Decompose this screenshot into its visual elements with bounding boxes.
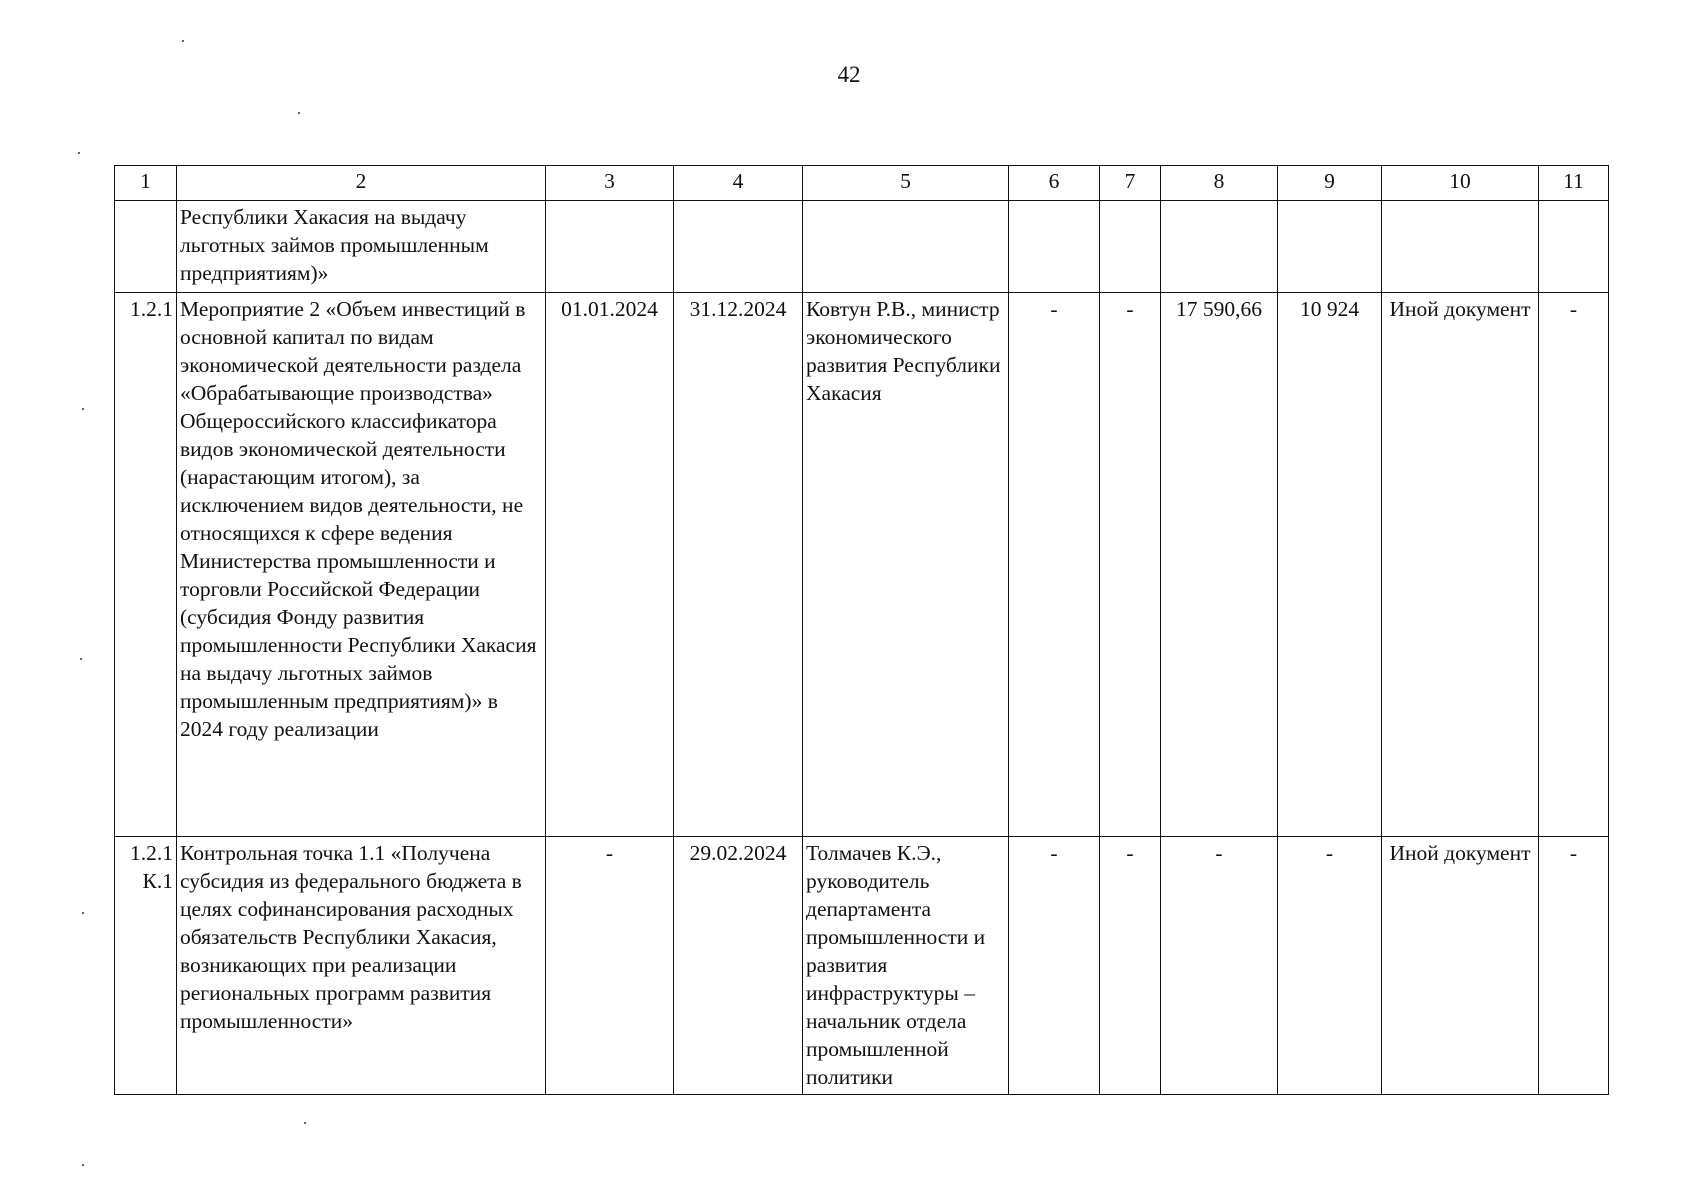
row-code: 1.2.1 К.1 (115, 837, 177, 1095)
scan-speck (78, 152, 80, 154)
end-date (674, 201, 803, 293)
end-date: 31.12.2024 (674, 293, 803, 837)
table-row (115, 293, 1609, 837)
page-number: 42 (837, 62, 861, 87)
row-code (115, 201, 177, 293)
cell-col-7: - (1100, 293, 1161, 837)
table-row (115, 837, 1609, 1095)
activity-description: Контрольная точка 1.1 «Получена субсидия из федерального бюджета в целях софинансирования расходных обязательств Республики Хакасия, возникающих при реализации региональных программ развития промышленности» (177, 837, 546, 1095)
cell-col-6: - (1009, 293, 1100, 837)
document-type: Иной документ (1382, 293, 1539, 837)
cell-col-7: - (1100, 837, 1161, 1095)
cell-col-8: 17 590,66 (1161, 293, 1278, 837)
activity-plan-table (114, 165, 1609, 1095)
table-row (115, 201, 1609, 293)
activity-description: Республики Хакасия на выдачу льготных займов промышленным предприятиям)» (177, 201, 546, 293)
scan-speck (82, 1164, 84, 1166)
cell-col-6: - (1009, 837, 1100, 1095)
column-number: 1 (115, 166, 177, 201)
column-number: 7 (1100, 166, 1161, 201)
cell-col-11: - (1539, 293, 1609, 837)
cell-col-7 (1100, 201, 1161, 293)
column-number-row (115, 166, 1609, 201)
start-date: 01.01.2024 (546, 293, 674, 837)
scan-speck (182, 40, 184, 42)
scan-speck (298, 112, 300, 114)
activity-description: Мероприятие 2 «Объем инвестиций в основной капитал по видам экономической деятельности раздела «Обрабатывающие производства» Общероссийского классификатора видов экономической деятельности (нарастающим итогом), за исключением видов деятельности, не относящихся к сфере ведения Министерства промышленности и торговли Российской Федерации (субсидия Фонду развития промышленности Республики Хакасия на выдачу льготных займов промышленным предприятиям)» в 2024 году реализации (177, 293, 546, 837)
cell-col-8: - (1161, 837, 1278, 1095)
column-number: 10 (1382, 166, 1539, 201)
cell-col-11: - (1539, 837, 1609, 1095)
column-number: 9 (1278, 166, 1382, 201)
column-number: 2 (177, 166, 546, 201)
document-type: Иной документ (1382, 837, 1539, 1095)
column-number: 3 (546, 166, 674, 201)
column-number: 11 (1539, 166, 1609, 201)
scan-speck (82, 408, 84, 410)
cell-col-8 (1161, 201, 1278, 293)
row-code: 1.2.1 (115, 293, 177, 837)
cell-col-11 (1539, 201, 1609, 293)
scan-speck (304, 1122, 306, 1124)
responsible-person: Ковтун Р.В., министр экономического развития Республики Хакасия (803, 293, 1009, 837)
cell-col-9: 10 924 (1278, 293, 1382, 837)
cell-col-9 (1278, 201, 1382, 293)
responsible-person: Толмачев К.Э., руководитель департамента промышленности и развития инфраструктуры – начальник отдела промышленной политики (803, 837, 1009, 1095)
start-date: - (546, 837, 674, 1095)
scan-speck (82, 912, 84, 914)
column-number: 6 (1009, 166, 1100, 201)
cell-col-6 (1009, 201, 1100, 293)
cell-col-9: - (1278, 837, 1382, 1095)
scan-speck (80, 658, 82, 660)
column-number: 4 (674, 166, 803, 201)
start-date (546, 201, 674, 293)
document-type (1382, 201, 1539, 293)
responsible-person (803, 201, 1009, 293)
end-date: 29.02.2024 (674, 837, 803, 1095)
column-number: 5 (803, 166, 1009, 201)
column-number: 8 (1161, 166, 1278, 201)
